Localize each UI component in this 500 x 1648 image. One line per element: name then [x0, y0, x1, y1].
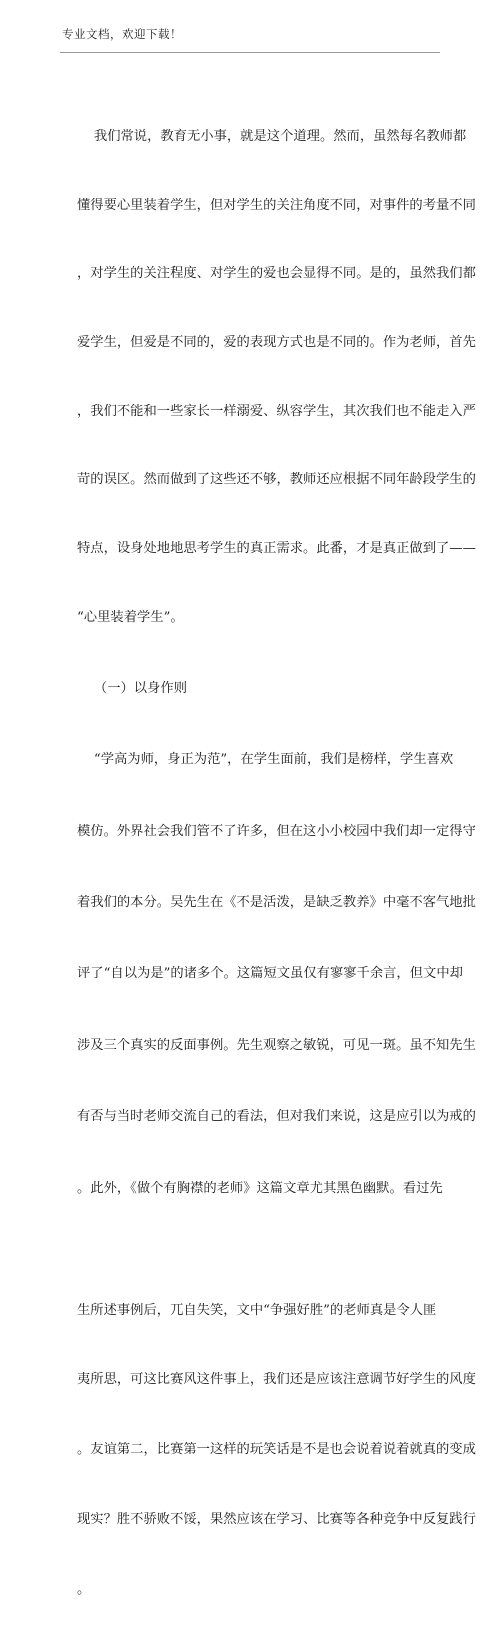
text-line: 特点，设身处地地思考学生的真正需求。此番，才是真正做到了——: [77, 541, 476, 557]
text-line: 现实？胜不骄败不馁，果然应该在学习、比赛等各种竞争中反复践行: [77, 1512, 476, 1528]
paragraph-3: [77, 1252, 476, 1648]
text-line: 生所述事例后，兀自失笑，文中“争强好胜”的老师真是令人匪: [77, 1302, 437, 1318]
paragraph-1: [77, 80, 476, 676]
page-header: 专业文档，欢迎下载！: [62, 27, 182, 41]
paragraph-2: [77, 701, 476, 1248]
text-line: 懂得要心里装着学生，但对学生的关注角度不同，对事件的考量不同: [77, 197, 476, 213]
text-line: 。此外，《做个有胸襟的老师》这篇文章尤其黑色幽默。看过先: [77, 1180, 443, 1196]
text-line: 我们常说，教育无小事，就是这个道理。然而，虽然每名教师都: [77, 128, 467, 144]
text-line: 。友谊第二，比赛第一这样的玩笑话是不是也会说着说着就真的变成: [77, 1442, 476, 1458]
text-line: “心里装着学生”。: [77, 609, 184, 625]
text-line: 爱学生，但爱是不同的，爱的表现方式也是不同的。作为老师，首先: [77, 334, 476, 350]
text-line: 。: [77, 1582, 91, 1598]
text-line: 着我们的本分。吴先生在《不是活泼，是缺乏教养》中毫不客气地批: [77, 895, 476, 911]
text-line: ，我们不能和一些家长一样溺爱、纵容学生，其次我们也不能走入严: [77, 403, 476, 419]
text-line: 有否与当时老师交流自己的看法，但对我们来说，这是应引以为戒的: [77, 1109, 476, 1125]
text-line: 涉及三个真实的反面事例。先生观察之敏锐，可见一斑。虽不知先生: [77, 1037, 476, 1053]
document-body: [77, 80, 476, 1648]
header-divider: [60, 52, 440, 53]
text-line: ，对学生的关注程度、对学生的爱也会显得不同。是的，虽然我们都: [77, 266, 476, 282]
text-line: 苛的误区。然而做到了这些还不够，教师还应根据不同年龄段学生的: [77, 472, 476, 488]
text-line: 评了“自以为是”的诸多个。这篇短文虽仅有寥寥千余言，但文中却: [77, 966, 463, 982]
text-line: 夷所思，可这比赛风这件事上，我们还是应该注意调节好学生的风度: [77, 1372, 476, 1388]
text-line: 模仿。外界社会我们管不了许多，但在这小小校园中我们却一定得守: [77, 823, 476, 839]
section-heading: （一）以身作则: [77, 680, 187, 696]
text-line: “学高为师，身正为范”，在学生面前，我们是榜样，学生喜欢: [77, 752, 454, 768]
